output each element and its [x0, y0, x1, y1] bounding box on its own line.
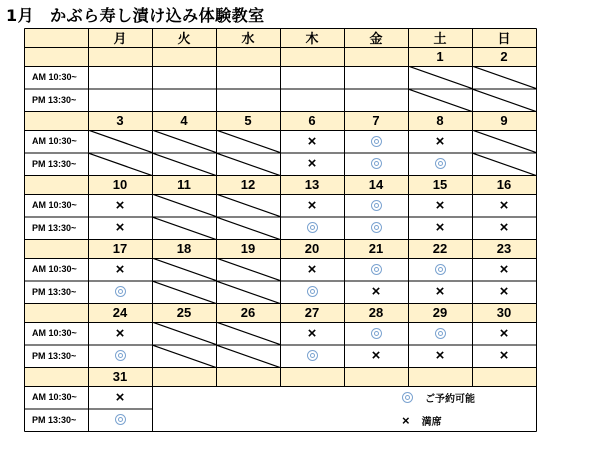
full-mark: × [499, 196, 509, 214]
date-cell: 19 [216, 239, 280, 258]
full-mark: × [435, 347, 445, 365]
slot-label: PM 13:30~ [32, 286, 77, 297]
date-cell: 8 [408, 111, 472, 130]
title-month: 1月 [6, 6, 35, 25]
slot-label: AM 10:30~ [32, 392, 77, 403]
date-cell: 21 [344, 239, 408, 258]
full-mark: × [499, 283, 509, 301]
slot-label: PM 13:30~ [32, 222, 77, 233]
date-cell: 1 [408, 47, 472, 66]
full-mark: × [307, 260, 317, 278]
slot-label: PM 13:30~ [32, 414, 77, 425]
date-cell: 29 [408, 303, 472, 322]
full-mark: × [499, 347, 509, 365]
weekday-header: 月 [88, 28, 152, 47]
slot-label: AM 10:30~ [32, 136, 77, 147]
date-cell: 9 [472, 111, 536, 130]
date-cell: 14 [344, 175, 408, 194]
full-mark: × [435, 219, 445, 237]
date-cell: 7 [344, 111, 408, 130]
date-cell: 24 [88, 303, 152, 322]
full-mark: × [499, 324, 509, 342]
legend-available [402, 390, 475, 405]
date-cell: 26 [216, 303, 280, 322]
full-mark: × [499, 260, 509, 278]
full-mark: × [115, 324, 125, 342]
date-cell: 10 [88, 175, 152, 194]
full-mark: × [307, 196, 317, 214]
date-cell: 5 [216, 111, 280, 130]
date-cell: 23 [472, 239, 536, 258]
full-mark: × [115, 219, 125, 237]
legend-full [402, 413, 442, 428]
full-mark: × [499, 219, 509, 237]
grid-lines [24, 28, 537, 432]
date-cell: 22 [408, 239, 472, 258]
full-mark: × [115, 388, 125, 406]
date-cell: 18 [152, 239, 216, 258]
full-mark: × [307, 155, 317, 173]
slot-label: AM 10:30~ [32, 328, 77, 339]
title-text: かぶら寿し漬け込み体験教室 [50, 6, 265, 25]
date-cell: 15 [408, 175, 472, 194]
full-mark: × [402, 412, 410, 428]
date-cell: 12 [216, 175, 280, 194]
date-cell: 25 [152, 303, 216, 322]
weekday-header: 木 [280, 28, 344, 47]
date-cell: 20 [280, 239, 344, 258]
slot-label: AM 10:30~ [32, 200, 77, 211]
full-mark: × [307, 324, 317, 342]
date-cell: 2 [472, 47, 536, 66]
date-cell: 13 [280, 175, 344, 194]
date-cell: 28 [344, 303, 408, 322]
date-cell: 11 [152, 175, 216, 194]
calendar-grid [24, 28, 536, 445]
available-mark [402, 392, 413, 403]
date-cell: 17 [88, 239, 152, 258]
full-mark: × [435, 196, 445, 214]
slot-label: PM 13:30~ [32, 158, 77, 169]
slot-label: AM 10:30~ [32, 72, 77, 83]
date-cell: 16 [472, 175, 536, 194]
weekday-header: 土 [408, 28, 472, 47]
full-mark: × [371, 283, 381, 301]
slot-label: PM 13:30~ [32, 350, 77, 361]
slot-label: AM 10:30~ [32, 264, 77, 275]
date-cell: 4 [152, 111, 216, 130]
date-cell: 6 [280, 111, 344, 130]
full-mark: × [115, 260, 125, 278]
weekday-header: 火 [152, 28, 216, 47]
full-mark: × [435, 132, 445, 150]
weekday-header: 水 [216, 28, 280, 47]
date-cell: 30 [472, 303, 536, 322]
page-title [6, 3, 265, 26]
legend-label: 満席 [421, 416, 442, 428]
slot-label: PM 13:30~ [32, 94, 77, 105]
full-mark: × [307, 132, 317, 150]
full-mark: × [435, 283, 445, 301]
weekday-header: 金 [344, 28, 408, 47]
date-cell: 27 [280, 303, 344, 322]
date-cell: 3 [88, 111, 152, 130]
full-mark: × [371, 347, 381, 365]
legend-label: ご予約可能 [425, 394, 475, 405]
full-mark: × [115, 196, 125, 214]
date-cell: 31 [88, 367, 152, 386]
weekday-header: 日 [472, 28, 536, 47]
